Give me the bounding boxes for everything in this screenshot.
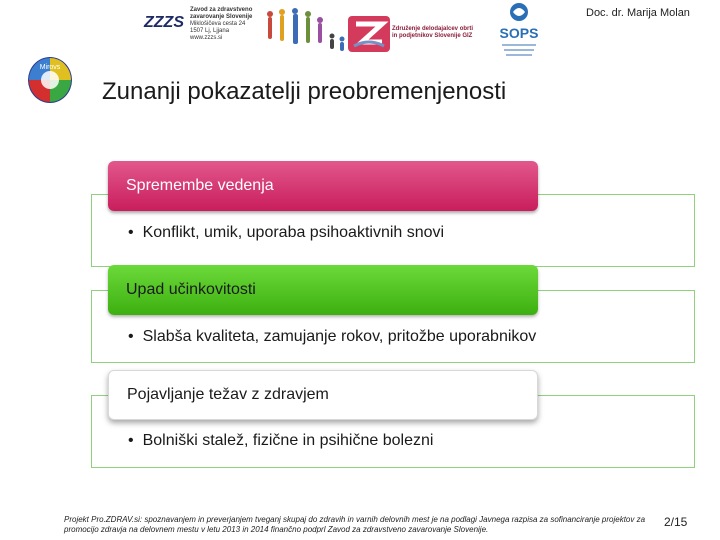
section-2-bullet (128, 328, 536, 346)
people-silhouettes-icon (262, 6, 348, 54)
section-3-bullet-text: Bolniški stalež, fizične in psihične bolezni (142, 432, 434, 449)
sops-logo-text: SOPS (499, 25, 539, 41)
sops-logo (488, 0, 550, 62)
bullet-dot: • (128, 432, 134, 449)
page-number: 2/15 (664, 515, 688, 529)
section-2-heading (108, 265, 538, 315)
mirovs-logo (26, 55, 74, 105)
zdruzenje-text (392, 26, 484, 40)
bullet-dot: • (128, 224, 134, 241)
zdruzenje-line: Združenje delodajalcev obrti (392, 26, 474, 32)
section-1-bullet (128, 224, 444, 242)
section-1-heading (108, 161, 538, 211)
slide-title: Zunanji pokazatelji preobremenjenosti (102, 78, 507, 105)
mirovs-logo-text: Mirovs (39, 64, 61, 71)
zdruzenje-z-logo-icon (348, 16, 390, 52)
section-1-bullet-text: Konflikt, umik, uporaba psihoaktivnih snovi (142, 224, 445, 241)
zdruzenje-line: in podjetnikov Slovenije GIZ (392, 33, 473, 39)
zavod-line: 1507 Lj, Ljjana (190, 28, 230, 34)
zavod-line: Miklošičeva cesta 24 (190, 21, 246, 27)
zavod-line: Zavod za zdravstveno (190, 7, 253, 13)
zavod-address (190, 7, 272, 42)
footer-note: Projekt Pro.ZDRAV.si: spoznavanjem in preverjanjem tveganj skupaj do zdravih in varnih delovnih mest je na podlagi Javnega razpisa za sofinanciranje projektov za promocijo zdravja na delovnem mestu v letu 2013 in 2014 finančno podprl Zavod za zdravstveno zavarovanje Slovenije. (64, 515, 646, 534)
section-1-heading-text: Spremembe vedenja (126, 177, 274, 194)
author-name: Doc. dr. Marija Molan (586, 7, 690, 19)
bullet-dot: • (128, 328, 134, 345)
section-3-heading (108, 370, 538, 420)
section-3-heading-text: Pojavljanje težav z zdravjem (127, 386, 329, 403)
section-2-bullet-text: Slabša kvaliteta, zamujanje rokov, pritožbe uporabnikov (142, 328, 537, 345)
zavod-line: zavarovanje Slovenije (190, 14, 253, 20)
section-2-heading-text: Upad učinkovitosti (126, 281, 256, 298)
section-3-bullet (128, 432, 433, 450)
zzzs-logo-text: ZZZS (144, 14, 184, 31)
zavod-line: www.zzzs.si (190, 35, 223, 41)
zzzs-logo (138, 10, 190, 32)
